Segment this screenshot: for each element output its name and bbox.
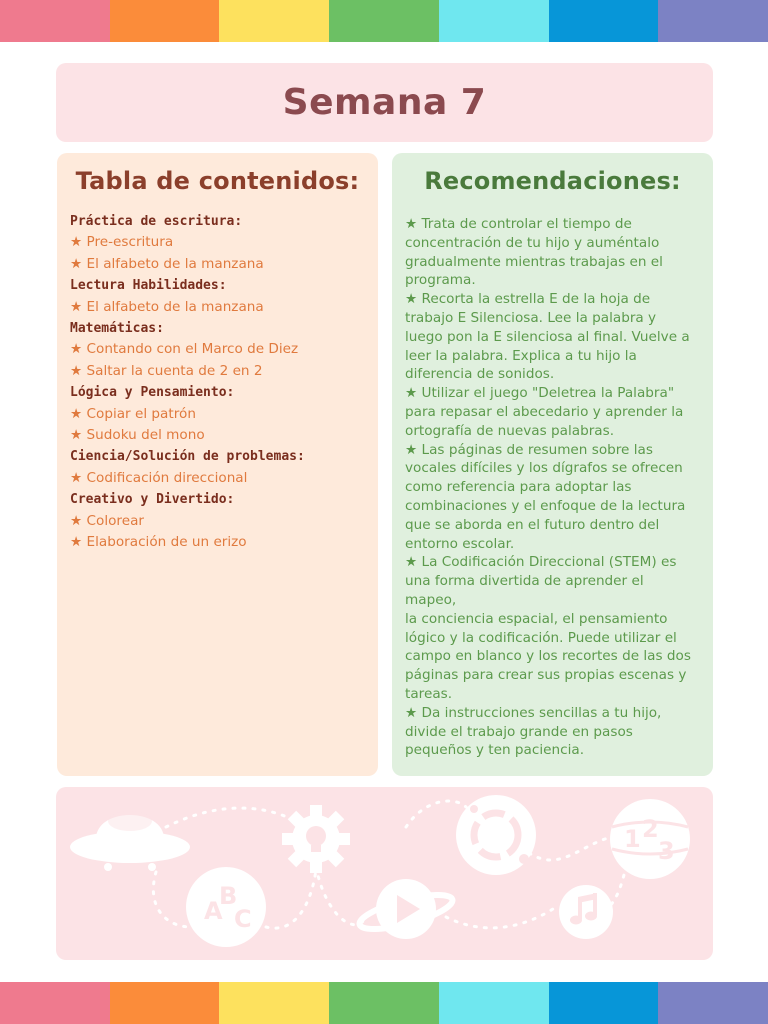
recommendation-line: programa.: [405, 272, 476, 289]
toc-item: ★ El alfabeto de la manzana: [70, 298, 264, 315]
toc-item: ★ Codificación direccional: [70, 469, 248, 486]
toc-category: Ciencia/Solución de problemas:: [70, 449, 305, 465]
recommendations-list: [405, 215, 699, 760]
gear-lightbulb-icon: [282, 805, 350, 873]
recommendation-line: ★ Recorta la estrella E de la hoja de: [405, 291, 651, 308]
recommendation-line: trabajo E Silenciosa. Lee la palabra y: [405, 309, 657, 326]
dotted-path: [266, 867, 316, 928]
recommendation-line: ★ La Codificación Direccional (STEM) es: [405, 554, 677, 571]
dotted-path: [446, 907, 556, 928]
recommendation-line: ★ Las páginas de resumen sobre las: [405, 441, 653, 458]
toc-list: [70, 211, 378, 554]
stripe-segment: [110, 982, 220, 1024]
recommendation-line: ★ Utilizar el juego "Deletrea la Palabra": [405, 385, 675, 402]
top-color-stripe: [0, 0, 768, 42]
recommendation-line: ortografía de nuevas palabras.: [405, 422, 615, 439]
stripe-segment: [110, 0, 220, 42]
toc-heading: Tabla de contenidos:: [75, 167, 360, 195]
stripe-segment: [329, 982, 439, 1024]
number-one: 1: [624, 825, 641, 853]
dotted-path: [316, 867, 366, 925]
numbers-planet-icon: [610, 799, 690, 879]
number-three: 3: [658, 837, 675, 865]
recommendation-line: vocales difíciles y los dígrafos se ofrecen: [405, 460, 683, 477]
title-banner: [56, 63, 713, 142]
recommendation-line: entorno escolar.: [405, 535, 515, 552]
stripe-segment: [439, 982, 549, 1024]
recommendation-line: gradualmente mientras trabajas en el: [405, 253, 663, 270]
abc-letter-b: B: [219, 882, 238, 910]
toc-item: ★ Elaboración de un erizo: [70, 534, 247, 551]
abc-planet-icon: [186, 867, 266, 947]
stripe-segment: [329, 0, 439, 42]
play-planet-icon: [357, 879, 456, 939]
illustration-panel: [56, 787, 713, 960]
dotted-path: [406, 801, 466, 827]
recommendation-line: lógico y la codificación. Puede utilizar el: [405, 629, 677, 646]
recommendation-line: como referencia para adoptar las: [405, 479, 632, 496]
toc-category: Lógica y Pensamiento:: [70, 385, 235, 401]
table-of-contents-panel: [57, 153, 378, 776]
ufo-icon: [70, 811, 190, 871]
stripe-segment: [219, 982, 329, 1024]
toc-item: ★ Pre-escritura: [70, 234, 174, 251]
stripe-segment: [0, 982, 110, 1024]
stripe-segment: [219, 0, 329, 42]
number-two: 2: [642, 815, 659, 843]
recommendation-line: que se aborda en el futuro dentro del: [405, 516, 660, 533]
recommendation-line: leer la palabra. Explica a tu hijo la: [405, 347, 637, 364]
bottom-color-stripe: [0, 982, 768, 1024]
recommendation-line: diferencia de sonidos.: [405, 366, 555, 383]
dotted-path: [166, 808, 306, 827]
recommendation-line: ★ Da instrucciones sencillas a tu hijo,: [405, 704, 662, 721]
toc-category: Matemáticas:: [70, 321, 164, 337]
recommendations-panel: [392, 153, 713, 776]
toc-category: Lectura Habilidades:: [70, 278, 227, 294]
stripe-segment: [0, 0, 110, 42]
recommendation-line: divide el trabajo grande en pasos: [405, 723, 633, 740]
recommendation-line: páginas para crear sus propias escenas y: [405, 667, 687, 684]
toc-item: ★ Copiar el patrón: [70, 405, 196, 422]
toc-item: ★ Sudoku del mono: [70, 427, 205, 444]
recommendation-line: luego pon la E silenciosa al final. Vuelve a: [405, 328, 690, 345]
stripe-segment: [658, 982, 768, 1024]
recommendation-line: una forma divertida de aprender el mapeo,: [405, 573, 644, 608]
page-title: Semana 7: [282, 82, 487, 123]
recommendation-line: pequeños y ten paciencia.: [405, 742, 585, 759]
abc-letter-a: A: [204, 897, 223, 925]
recommendation-line: ★ Trata de controlar el tiempo de: [405, 216, 632, 232]
toc-item: ★ Colorear: [70, 512, 144, 529]
toc-category: Creativo y Divertido:: [70, 492, 235, 508]
toc-item: ★ Contando con el Marco de Diez: [70, 341, 299, 358]
recommendation-line: concentración de tu hijo y auméntalo: [405, 234, 660, 251]
planet-icon: [456, 795, 536, 875]
stripe-segment: [658, 0, 768, 42]
recommendation-line: la conciencia espacial, el pensamiento: [405, 610, 668, 627]
recommendations-heading: Recomendaciones:: [424, 167, 681, 195]
abc-letter-c: C: [234, 905, 252, 933]
stripe-segment: [439, 0, 549, 42]
toc-item: ★ El alfabeto de la manzana: [70, 255, 264, 272]
recommendation-line: campo en blanco y los recortes de las dos: [405, 648, 691, 665]
stripe-segment: [549, 0, 659, 42]
toc-category: Práctica de escritura:: [70, 214, 243, 229]
recommendation-line: para repasar el abecedario y aprender la: [405, 403, 684, 420]
recommendation-line: combinaciones y el enfoque de la lectura: [405, 497, 686, 514]
dotted-path: [153, 872, 191, 927]
stripe-segment: [549, 982, 659, 1024]
space-illustration: [56, 787, 713, 960]
toc-item: ★ Saltar la cuenta de 2 en 2: [70, 362, 263, 379]
music-planet-icon: [559, 885, 613, 939]
recommendation-line: tareas.: [405, 685, 453, 702]
